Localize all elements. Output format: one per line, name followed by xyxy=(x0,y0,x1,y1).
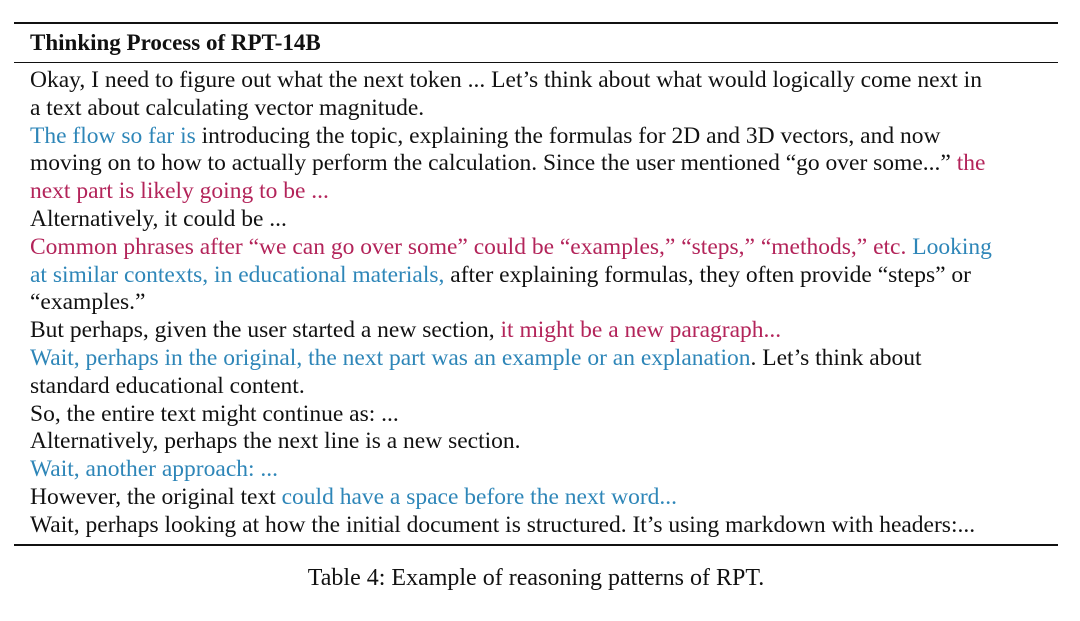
reasoning-line xyxy=(30,512,1044,540)
reasoning-segment: after explaining formulas, they often provide “steps” or xyxy=(444,261,972,288)
reasoning-segment: it might be a new paragraph... xyxy=(500,317,782,344)
reasoning-line xyxy=(30,150,1044,178)
reasoning-segment: next part is likely going to be ... xyxy=(30,178,329,205)
reasoning-segment: moving on to how to actually perform the calculation. Since the user mentioned “go over some...” xyxy=(30,150,957,177)
reasoning-segment: introducing the topic, explaining the formulas for 2D and 3D vectors, and now xyxy=(195,122,941,149)
reasoning-segment: So, the entire text might continue as: ... xyxy=(30,400,399,427)
reasoning-line xyxy=(30,317,1044,345)
reasoning-line xyxy=(30,123,1044,151)
reasoning-line xyxy=(30,456,1044,484)
reasoning-line xyxy=(30,262,1044,290)
reasoning-line xyxy=(30,428,1044,456)
reasoning-line xyxy=(30,484,1044,512)
reasoning-segment: But perhaps, given the user started a new section, xyxy=(30,317,501,344)
reasoning-line xyxy=(30,401,1044,429)
reasoning-segment: Alternatively, it could be ... xyxy=(30,205,287,232)
reasoning-segment: Wait, perhaps looking at how the initial document is structured. It’s using markdown with headers:... xyxy=(30,511,976,538)
reasoning-segment: Wait, another approach: ... xyxy=(30,456,279,483)
reasoning-line xyxy=(30,178,1044,206)
reasoning-segment: Okay, I need to figure out what the next token ... Let’s think about what would logically come next in xyxy=(30,67,982,93)
reasoning-segment: at similar contexts, in educational materials, xyxy=(30,261,445,288)
reasoning-segment: Looking xyxy=(906,233,992,260)
reasoning-line xyxy=(30,373,1044,401)
table-body xyxy=(14,63,1058,544)
reasoning-segment: a text about calculating vector magnitude. xyxy=(30,94,425,121)
reasoning-segment: standard educational content. xyxy=(30,372,305,399)
reasoning-segment: the xyxy=(956,150,986,177)
reasoning-line xyxy=(30,95,1044,123)
reasoning-segment: Common phrases after “we can go over some” could be “examples,” “steps,” “methods,” etc. xyxy=(30,233,907,260)
reasoning-segment: However, the original text xyxy=(30,483,282,510)
reasoning-line xyxy=(30,206,1044,234)
reasoning-segment: Wait, perhaps in the original, the next part was an example or an explanation xyxy=(30,344,751,371)
reasoning-line xyxy=(30,234,1044,262)
reasoning-line xyxy=(30,289,1044,317)
table-caption: Table 4: Example of reasoning patterns of RPT. xyxy=(307,565,765,591)
reasoning-segment: “examples.” xyxy=(30,289,146,316)
reasoning-line xyxy=(30,345,1044,373)
reasoning-segment: could have a space before the next word... xyxy=(281,483,678,510)
reasoning-line xyxy=(30,67,1044,95)
table-bottom-rule xyxy=(14,544,1058,546)
reasoning-segment: . Let’s think about xyxy=(750,344,922,371)
table-header: Thinking Process of RPT-14B xyxy=(14,24,1058,63)
reasoning-segment: The flow so far is xyxy=(30,122,196,149)
reasoning-segment: Alternatively, perhaps the next line is a new section. xyxy=(30,428,521,455)
reasoning-table xyxy=(14,22,1058,546)
